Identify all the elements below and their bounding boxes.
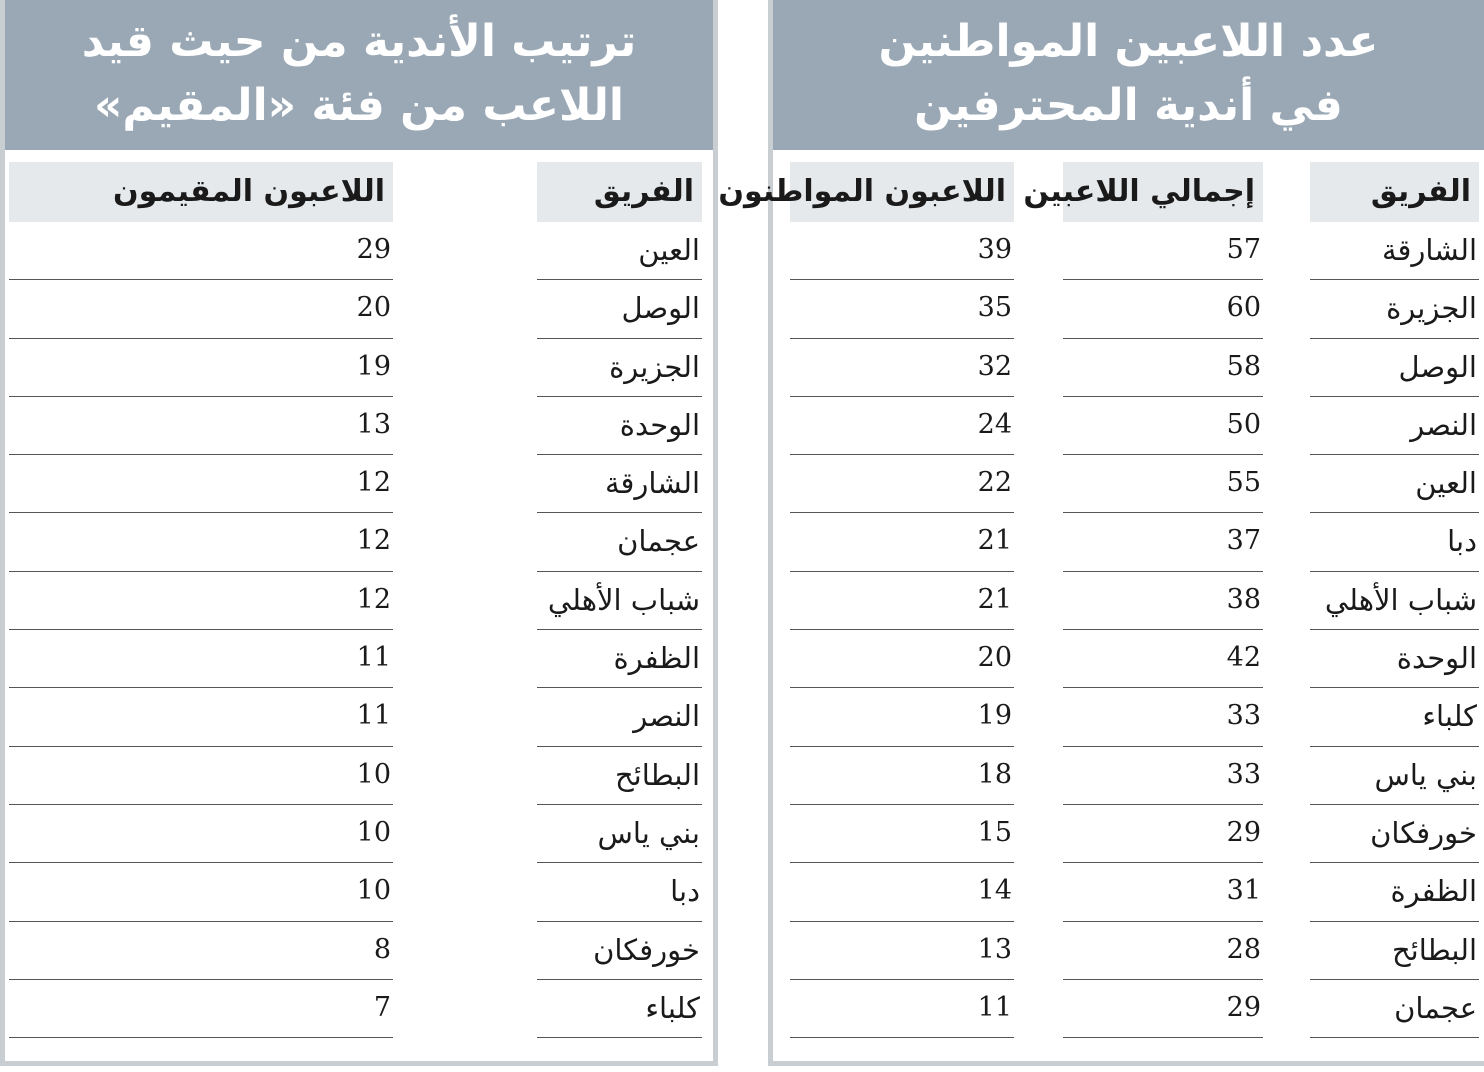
citizen-players-cell: 11	[790, 980, 1014, 1038]
residents-count-cell: 20	[9, 280, 393, 338]
residents-count-cell: 8	[9, 922, 393, 980]
citizens-title-line1: عدد اللاعبين المواطنين	[878, 16, 1379, 67]
total-players-cell: 55	[1063, 455, 1263, 513]
residents-ranking-panel	[0, 0, 718, 1066]
residents-count-cell: 12	[9, 572, 393, 630]
residents-team-cell: بني ياس	[537, 805, 702, 863]
citizen-players-cell: 22	[790, 455, 1014, 513]
citizen-players-cell: 32	[790, 339, 1014, 397]
citizen-players-cell: 39	[790, 222, 1014, 280]
citizen-players-cell: 13	[790, 922, 1014, 980]
citizen-players-cell: 15	[790, 805, 1014, 863]
citizens-team-cell: الوصل	[1310, 339, 1479, 397]
total-players-cell: 60	[1063, 280, 1263, 338]
residents-title-line1: ترتيب الأندية من حيث قيد	[81, 16, 637, 67]
residents-team-cell: النصر	[537, 688, 702, 746]
citizens-title-line2: في أندية المحترفين	[914, 80, 1343, 131]
citizen-players-cell: 35	[790, 280, 1014, 338]
residents-team-header: الفريق	[537, 162, 702, 222]
citizens-team-header: الفريق	[1310, 162, 1479, 222]
residents-count-cell: 10	[9, 747, 393, 805]
total-players-cell: 58	[1063, 339, 1263, 397]
residents-team-column	[537, 162, 702, 1038]
residents-title-line2: اللاعب من فئة «المقيم»	[94, 80, 624, 131]
citizens-team-cell: كلباء	[1310, 688, 1479, 746]
total-players-cell: 38	[1063, 572, 1263, 630]
residents-team-cell: خورفكان	[537, 922, 702, 980]
citizen-players-header: اللاعبون المواطنون	[790, 162, 1014, 222]
citizens-team-cell: شباب الأهلي	[1310, 572, 1479, 630]
total-players-cell: 42	[1063, 630, 1263, 688]
citizen-players-cell: 14	[790, 863, 1014, 921]
residents-count-cell: 10	[9, 863, 393, 921]
residents-count-header: اللاعبون المقيمون	[9, 162, 393, 222]
citizens-team-cell: الجزيرة	[1310, 280, 1479, 338]
citizens-team-cell: الوحدة	[1310, 630, 1479, 688]
total-players-column	[1023, 162, 1263, 1038]
citizen-players-cell: 19	[790, 688, 1014, 746]
citizens-team-cell: بني ياس	[1310, 747, 1479, 805]
residents-team-cell: العين	[537, 222, 702, 280]
citizens-team-cell: العين	[1310, 455, 1479, 513]
citizens-team-cell: عجمان	[1310, 980, 1479, 1038]
residents-team-cell: الوصل	[537, 280, 702, 338]
residents-count-cell: 13	[9, 397, 393, 455]
residents-count-cell: 7	[9, 980, 393, 1038]
residents-team-cell: دبا	[537, 863, 702, 921]
total-players-cell: 28	[1063, 922, 1263, 980]
citizens-team-cell: الشارقة	[1310, 222, 1479, 280]
residents-count-column	[9, 162, 393, 1038]
citizens-team-cell: النصر	[1310, 397, 1479, 455]
residents-count-cell: 29	[9, 222, 393, 280]
citizen-players-cell: 24	[790, 397, 1014, 455]
residents-team-cell: الظفرة	[537, 630, 702, 688]
residents-count-cell: 12	[9, 455, 393, 513]
residents-count-cell: 19	[9, 339, 393, 397]
citizens-panel-header	[773, 0, 1484, 150]
citizen-players-cell: 18	[790, 747, 1014, 805]
citizens-team-cell: الظفرة	[1310, 863, 1479, 921]
citizens-team-cell: دبا	[1310, 513, 1479, 571]
citizen-players-cell: 21	[790, 572, 1014, 630]
total-players-cell: 50	[1063, 397, 1263, 455]
citizens-team-cell: خورفكان	[1310, 805, 1479, 863]
total-players-cell: 33	[1063, 688, 1263, 746]
residents-team-cell: الوحدة	[537, 397, 702, 455]
residents-count-cell: 12	[9, 513, 393, 571]
residents-count-cell: 11	[9, 630, 393, 688]
residents-team-cell: الجزيرة	[537, 339, 702, 397]
residents-panel-header	[5, 0, 713, 150]
residents-team-cell: عجمان	[537, 513, 702, 571]
citizen-players-cell: 21	[790, 513, 1014, 571]
residents-count-cell: 11	[9, 688, 393, 746]
citizen-players-cell: 20	[790, 630, 1014, 688]
citizen-players-panel	[718, 0, 1484, 1066]
total-players-header: إجمالي اللاعبين	[1063, 162, 1263, 222]
total-players-cell: 29	[1063, 980, 1263, 1038]
citizens-team-cell: البطائح	[1310, 922, 1479, 980]
citizen-players-column	[718, 162, 1014, 1038]
total-players-cell: 29	[1063, 805, 1263, 863]
total-players-cell: 33	[1063, 747, 1263, 805]
total-players-cell: 57	[1063, 222, 1263, 280]
citizens-team-column	[1310, 162, 1479, 1038]
total-players-cell: 37	[1063, 513, 1263, 571]
residents-team-cell: شباب الأهلي	[537, 572, 702, 630]
residents-count-cell: 10	[9, 805, 393, 863]
residents-team-cell: البطائح	[537, 747, 702, 805]
total-players-cell: 31	[1063, 863, 1263, 921]
residents-team-cell: كلباء	[537, 980, 702, 1038]
residents-team-cell: الشارقة	[537, 455, 702, 513]
